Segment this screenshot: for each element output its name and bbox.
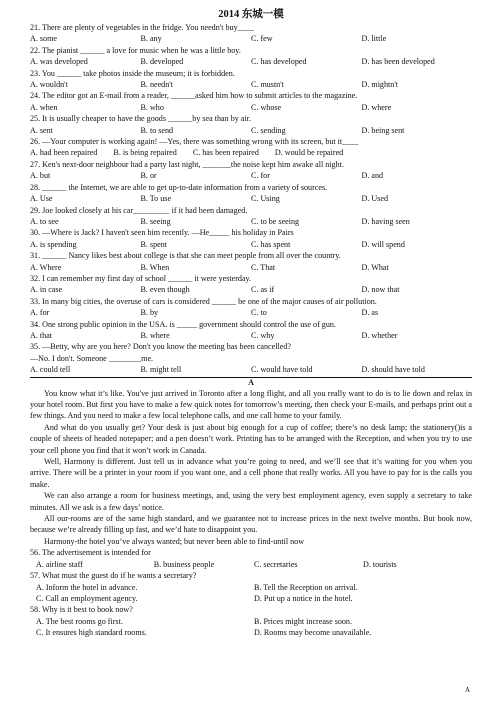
option-b: B. where [140,330,170,340]
question-stem: 30. —Where is Jack? I haven't seen him recently. —He_____ his holiday in Pairs [30,228,294,238]
option-b: B. by [140,308,159,318]
option-b: B. developed [140,57,184,67]
passage-paragraph: You know what it’s like. You've just arrived in Toronto after a long flight, and all you really want to do is to lie down and relax in your hotel room. But first you have to make a few quick notes for tomorrow’s meeting, then check your E-mails, and perhaps print out a few things. And you need to make a few local telephone calls, and one call home to your family. [30,388,472,421]
option-d: D. tourists [362,559,397,569]
option-a: A. could tell [30,365,71,375]
option-d: D. Rooms may become unavailable. [254,628,372,638]
option-d: D. and [361,171,384,181]
option-b: B. or [140,171,157,181]
multiple-choice-section [30,22,472,376]
option-c: C. sending [251,125,286,135]
question-options-row [30,616,472,627]
option-b: B. even though [140,285,190,295]
option-a: A. that [30,330,53,340]
option-c: C. has been repaired [192,148,259,158]
question-stem: 29. Joe looked closely at his car_________ if it had been damaged. [30,205,248,215]
option-a: A. had been repaired [30,148,98,158]
option-b: B. needn't [140,80,173,90]
option-b: B. spent [140,239,168,249]
question-options-row [30,593,472,604]
corner-mark: A [464,686,470,694]
question-options [30,33,472,44]
page-title: 2014 东城一模 [218,9,284,20]
option-c: C. It ensures high standard rooms. [36,628,147,638]
option-a: A. was developed [30,57,88,67]
option-c: C. That [251,262,276,272]
option-d: D. little [361,34,387,44]
question-options [30,284,472,295]
option-d: D. should have told [361,365,425,375]
option-c: C. Using [251,194,280,204]
option-a: A. for [30,308,50,318]
question-stem: 28. ______ the Internet, we are able to get up-to-date information from a variety of sources. [30,182,328,192]
option-d: D. being sent [361,125,405,135]
reading-passage [30,388,472,548]
option-d: D. mightn't [361,80,399,90]
passage-paragraph: Harmony-the hotel you’ve always wanted; but never been able to find-until now [44,536,305,546]
passage-paragraph: And what do you usually get? Your desk is just about big enough for a cup of coffee; there’s no desk lamp; the stationery()is a couple of sheets of headed notepaper; and a pen doesn’t work. Printing has to be arranged with the Reception, and when you try to use your cell phone you find that it won’t work in Canada. [30,422,472,455]
question-options [30,56,472,67]
option-b: B. Prices might increase soon. [254,616,353,626]
option-b: B. to send [140,125,174,135]
option-d: D. has been developed [361,57,435,67]
option-b: B. business people [153,559,215,569]
option-b: B. might tell [140,365,182,375]
option-c: C. has spent [251,239,291,249]
option-b: B. any [140,34,162,44]
reading-questions [30,547,472,638]
question-options [30,307,472,318]
question-stem: 23. You ______ take photos inside the museum; it is forbidden. [30,68,235,78]
option-d: D. whether [361,330,398,340]
question-stem: 31. ______ Nancy likes best about college is that she can meet people from all over the country. [30,251,341,261]
option-c: C. as if [251,285,275,295]
question-stem: 21. There are plenty of vegetables in the fridge. You needn't buy____ [30,23,254,32]
exam-page [30,8,472,639]
question-stem: 25. It is usually cheaper to have the goods ______by sea than by air. [30,114,251,124]
question-stem: 24. The editor got an E-mail from a reader, ______asked him how to submit articles to the magazine. [30,91,358,101]
question-options [30,216,472,227]
option-a: A. Where [30,262,62,272]
question-options [30,147,472,158]
option-d: D. where [361,102,392,112]
question-stem: 34. One strong public opinion in the USA. is _____ government should control the use of gun. [30,319,336,329]
passage-paragraph: We can also arrange a room for business meetings, and, using the very best employment agency, even supply a secretary to take minutes. All we ask is a few days’ notice. [30,491,472,512]
option-d: D. having seen [361,216,410,226]
option-b: B. is being repaired [113,148,177,158]
option-a: A. Use [30,194,53,204]
option-b: B. who [140,102,164,112]
question-options [30,239,472,250]
question-options [30,170,472,181]
question-options-row [30,582,472,593]
question-stem: 33. In many big cities, the overuse of cars is considered ______ be one of the major causes of air pollution. [30,296,377,306]
option-c: C. Call an employment agency. [36,593,138,603]
option-a: A. airline staff [36,559,83,569]
option-c: C. to [251,308,267,318]
section-label: A [248,377,254,387]
question-stem-continued: —No. I don't. Someone ________me. [30,353,154,363]
option-c: C. mustn't [251,80,284,90]
option-a: A. to see [30,216,59,226]
question-stem: 56. The advertisement is intended for [30,548,151,558]
question-options-row [30,627,472,638]
option-b: B. When [140,262,170,272]
option-d: D. Put up a notice in the hotel. [254,593,353,603]
option-d: D. What [361,262,389,272]
question-options [30,364,472,375]
question-stem: 22. The pianist ______ a love for music when he was a little boy. [30,45,241,55]
option-a: A. when [30,102,58,112]
passage-paragraph: Well, Harmony is different. Just tell us in advance what you’re going to need, and we’ll see that it’s waiting for you when you arrive. There will be a printer in your room if you want one, and a cell phone that really works. All you have to pay for is the calls you make. [30,457,472,489]
question-options [30,559,472,570]
option-a: A. but [30,171,51,181]
option-c: C. secretaries [253,559,298,569]
question-stem: 27. Ken's next-door neighbour had a party last night, _______the noise kept him awake all night. [30,159,344,169]
option-c: C. to be seeing [251,216,300,226]
option-a: A. The best rooms go first. [36,616,123,626]
question-options [30,125,472,136]
question-stem: 58. Why is it best to book now? [30,605,133,615]
option-c: C. would have told [251,365,313,375]
option-d: D. Used [361,194,389,204]
option-d: D. would be repaired [274,148,344,158]
option-c: C. few [251,34,273,44]
passage-paragraph: All our-rooms are of the same high standard, and we guarantee not to increase prices in the next twelve months. But book now, because we’re already filling up fast, and we’d hate to disappoint you. [30,514,472,535]
question-stem: 32. I can remember my first day of school ______ it were yesterday. [30,273,252,283]
option-d: D. now that [361,285,400,295]
option-c: C. why [251,330,275,340]
option-c: C. has developed [251,57,307,67]
question-stem: 57. What must the guest do if he wants a secretary? [30,571,197,581]
option-b: B. seeing [140,216,171,226]
option-b: B. To use [140,194,172,204]
question-stem: 26. —Your computer is working again! —Yes, there was something wrong with its screen, but it____ [30,137,359,147]
question-options [30,262,472,273]
option-a: A. some [30,34,57,44]
option-a: A. wouldn't [30,80,68,90]
option-b: B. Tell the Reception on arrival. [254,582,358,592]
question-options [30,330,472,341]
option-a: A. sent [30,125,53,135]
option-a: A. in case [30,285,63,295]
question-stem: 35. —Betty, why are you here? Don't you know the meeting has been cancelled? [30,342,291,352]
option-c: C. for [251,171,270,181]
option-c: C. whose [251,102,282,112]
option-a: A. Inform the hotel in advance. [36,582,138,592]
question-options [30,193,472,204]
question-options [30,79,472,90]
option-d: D. as [361,308,379,318]
question-options [30,102,472,113]
option-d: D. will spend [361,239,405,249]
option-a: A. is spending [30,239,77,249]
